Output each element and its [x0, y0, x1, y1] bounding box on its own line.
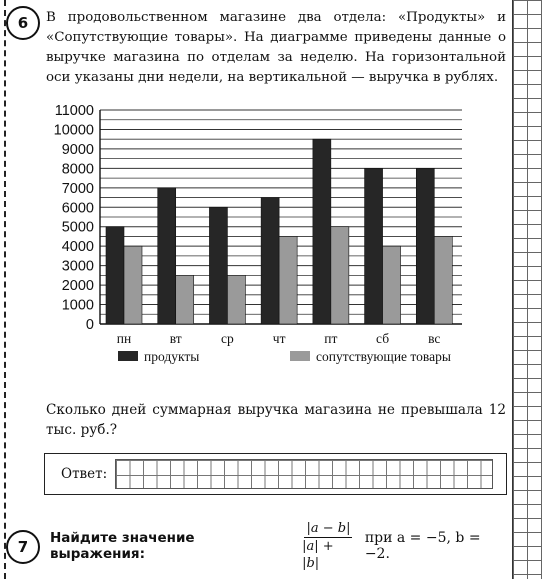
x-tick-label: пн	[116, 331, 132, 346]
bar-related-goods	[227, 275, 245, 324]
y-tick-label: 9000	[61, 141, 94, 158]
task-6-prompt: В продовольственном магазине два отдела: «Продукты» и «Сопутствующие товары». На диаграмме приведены данные о выручке магазина по отделам за неделю. На горизонтальной оси указаны дни недели, на вертикальной — выручка в рублях.	[46, 10, 506, 85]
y-tick-label: 3000	[61, 258, 94, 275]
x-tick-label: чт	[272, 331, 286, 346]
y-tick-label: 8000	[61, 161, 94, 178]
fraction-denominator: |a| + |b|	[302, 539, 334, 571]
y-tick-label: 7000	[61, 180, 94, 197]
revenue-bar-chart	[0, 96, 500, 366]
task-7	[50, 521, 510, 571]
legend-label: сопутствующие товары	[316, 349, 451, 364]
y-tick-label: 5000	[61, 219, 94, 236]
task-6-number: 6	[6, 6, 40, 40]
fraction-numerator: |a − b|	[306, 521, 351, 536]
y-tick-label: 2000	[61, 278, 94, 295]
y-tick-label: 1000	[61, 297, 94, 314]
legend-swatch	[290, 351, 310, 361]
bar-products	[313, 139, 331, 324]
task-6-question: Сколько дней суммарная выручка магазина не превышала 12 тыс. руб.?	[46, 402, 506, 438]
answer-box	[44, 453, 507, 495]
bar-related-goods	[176, 275, 194, 324]
task-7-label: Найдите значение выражения:	[50, 530, 195, 562]
right-grid-margin	[512, 0, 542, 579]
bar-related-goods	[383, 246, 401, 324]
task-7-condition: при a = −5, b = −2.	[364, 530, 481, 562]
y-tick-label: 6000	[61, 200, 94, 217]
bar-related-goods	[434, 236, 452, 324]
x-tick-label: вс	[428, 331, 441, 346]
legend-label: продукты	[144, 349, 200, 364]
bar-products	[158, 188, 176, 324]
x-tick-label: вт	[169, 331, 182, 346]
bar-products	[261, 198, 279, 324]
bar-related-goods	[279, 236, 297, 324]
task-7-number: 7	[6, 530, 40, 564]
y-tick-label: 0	[85, 317, 94, 333]
y-tick-label: 11000	[54, 103, 94, 119]
expression-fraction	[300, 520, 357, 572]
bar-products	[416, 168, 434, 324]
y-tick-label: 4000	[61, 239, 94, 256]
answer-input-grid[interactable]	[115, 459, 493, 489]
x-tick-label: сб	[376, 331, 390, 346]
x-tick-label: пт	[324, 331, 338, 346]
bar-related-goods	[124, 246, 142, 324]
x-tick-label: ср	[221, 331, 234, 346]
bar-related-goods	[331, 227, 349, 324]
bar-products	[365, 168, 383, 324]
bar-products	[209, 207, 227, 324]
legend-swatch	[118, 351, 138, 361]
answer-label: Ответ:	[61, 466, 108, 482]
bar-products	[106, 227, 124, 324]
y-tick-label: 10000	[53, 122, 94, 139]
